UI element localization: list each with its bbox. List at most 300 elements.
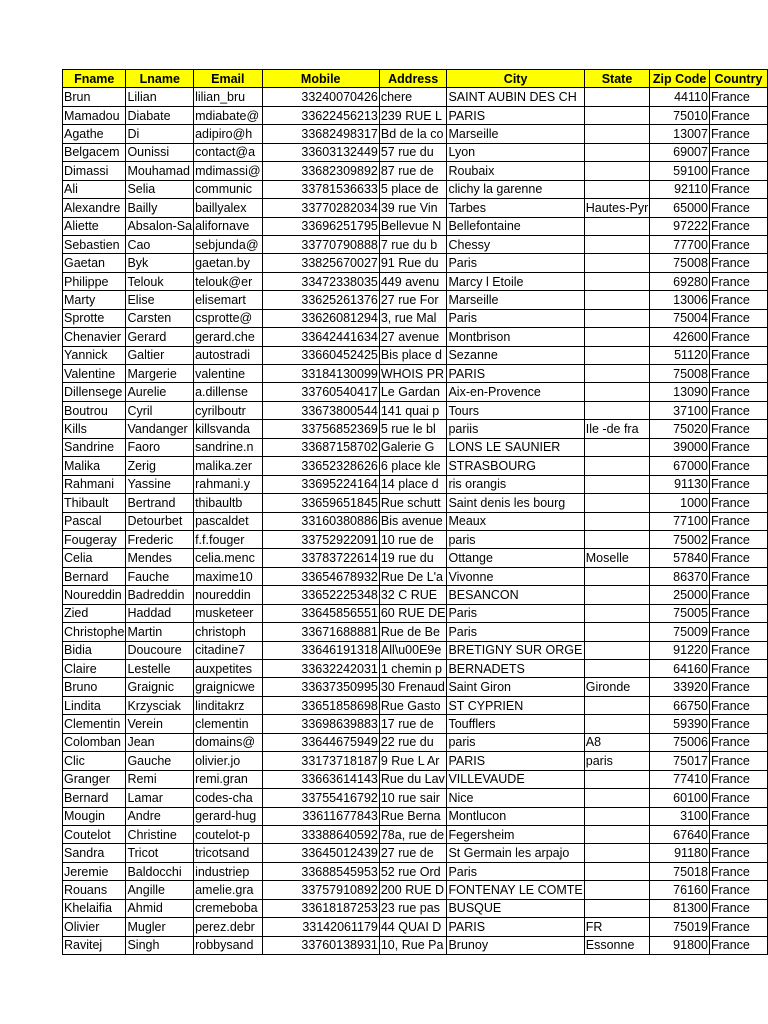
cell-address[interactable] xyxy=(379,162,447,180)
cell-address[interactable] xyxy=(379,512,447,530)
cell-email[interactable] xyxy=(194,217,262,235)
cell-address[interactable] xyxy=(379,549,447,567)
cell-address[interactable] xyxy=(379,328,447,346)
cell-fname[interactable] xyxy=(63,291,126,309)
cell-city[interactable] xyxy=(447,199,584,217)
cell-fname[interactable] xyxy=(63,641,126,659)
cell-state[interactable] xyxy=(584,881,650,899)
cell-country[interactable] xyxy=(709,696,767,714)
cell-email[interactable] xyxy=(194,309,262,327)
cell-address[interactable] xyxy=(379,678,447,696)
cell-email[interactable] xyxy=(194,567,262,585)
cell-city[interactable] xyxy=(447,696,584,714)
cell-zip-code[interactable] xyxy=(650,825,710,843)
cell-lname[interactable] xyxy=(126,586,194,604)
cell-mobile[interactable] xyxy=(262,346,379,364)
cell-mobile[interactable] xyxy=(262,180,379,198)
cell-zip-code[interactable] xyxy=(650,549,710,567)
cell-email[interactable] xyxy=(194,660,262,678)
cell-address[interactable] xyxy=(379,733,447,751)
cell-lname[interactable] xyxy=(126,789,194,807)
cell-mobile[interactable] xyxy=(262,328,379,346)
cell-mobile[interactable] xyxy=(262,844,379,862)
cell-zip-code[interactable] xyxy=(650,660,710,678)
cell-mobile[interactable] xyxy=(262,512,379,530)
cell-zip-code[interactable] xyxy=(650,309,710,327)
cell-zip-code[interactable] xyxy=(650,641,710,659)
cell-lname[interactable] xyxy=(126,825,194,843)
cell-zip-code[interactable] xyxy=(650,235,710,253)
cell-address[interactable] xyxy=(379,346,447,364)
cell-fname[interactable] xyxy=(63,88,126,106)
cell-city[interactable] xyxy=(447,365,584,383)
cell-zip-code[interactable] xyxy=(650,365,710,383)
cell-country[interactable] xyxy=(709,217,767,235)
cell-zip-code[interactable] xyxy=(650,180,710,198)
cell-mobile[interactable] xyxy=(262,586,379,604)
cell-fname[interactable] xyxy=(63,457,126,475)
cell-state[interactable] xyxy=(584,346,650,364)
cell-address[interactable] xyxy=(379,844,447,862)
cell-fname[interactable] xyxy=(63,235,126,253)
cell-fname[interactable] xyxy=(63,180,126,198)
header-city[interactable]: City xyxy=(447,70,584,88)
cell-zip-code[interactable] xyxy=(650,383,710,401)
cell-state[interactable] xyxy=(584,457,650,475)
cell-city[interactable] xyxy=(447,125,584,143)
cell-country[interactable] xyxy=(709,825,767,843)
cell-city[interactable] xyxy=(447,346,584,364)
cell-state[interactable] xyxy=(584,623,650,641)
cell-city[interactable] xyxy=(447,825,584,843)
cell-mobile[interactable] xyxy=(262,641,379,659)
cell-state[interactable] xyxy=(584,862,650,880)
cell-mobile[interactable] xyxy=(262,217,379,235)
cell-address[interactable] xyxy=(379,770,447,788)
cell-city[interactable] xyxy=(447,715,584,733)
cell-lname[interactable] xyxy=(126,88,194,106)
cell-zip-code[interactable] xyxy=(650,457,710,475)
cell-lname[interactable] xyxy=(126,420,194,438)
cell-email[interactable] xyxy=(194,235,262,253)
cell-fname[interactable] xyxy=(63,844,126,862)
cell-lname[interactable] xyxy=(126,438,194,456)
cell-lname[interactable] xyxy=(126,346,194,364)
cell-mobile[interactable] xyxy=(262,438,379,456)
cell-city[interactable] xyxy=(447,106,584,124)
cell-lname[interactable] xyxy=(126,180,194,198)
header-address[interactable]: Address xyxy=(379,70,447,88)
cell-mobile[interactable] xyxy=(262,162,379,180)
cell-city[interactable] xyxy=(447,272,584,290)
cell-address[interactable] xyxy=(379,291,447,309)
cell-city[interactable] xyxy=(447,494,584,512)
cell-city[interactable] xyxy=(447,789,584,807)
cell-state[interactable] xyxy=(584,844,650,862)
cell-mobile[interactable] xyxy=(262,235,379,253)
cell-address[interactable] xyxy=(379,383,447,401)
cell-city[interactable] xyxy=(447,770,584,788)
cell-email[interactable] xyxy=(194,106,262,124)
cell-fname[interactable] xyxy=(63,825,126,843)
cell-fname[interactable] xyxy=(63,678,126,696)
cell-address[interactable] xyxy=(379,309,447,327)
cell-email[interactable] xyxy=(194,162,262,180)
cell-zip-code[interactable] xyxy=(650,291,710,309)
cell-email[interactable] xyxy=(194,752,262,770)
cell-zip-code[interactable] xyxy=(650,770,710,788)
cell-fname[interactable] xyxy=(63,162,126,180)
cell-fname[interactable] xyxy=(63,936,126,954)
cell-mobile[interactable] xyxy=(262,678,379,696)
cell-city[interactable] xyxy=(447,309,584,327)
cell-zip-code[interactable] xyxy=(650,881,710,899)
cell-email[interactable] xyxy=(194,125,262,143)
cell-mobile[interactable] xyxy=(262,494,379,512)
cell-email[interactable] xyxy=(194,696,262,714)
cell-address[interactable] xyxy=(379,825,447,843)
cell-lname[interactable] xyxy=(126,365,194,383)
cell-zip-code[interactable] xyxy=(650,752,710,770)
cell-country[interactable] xyxy=(709,420,767,438)
cell-mobile[interactable] xyxy=(262,383,379,401)
cell-country[interactable] xyxy=(709,844,767,862)
cell-email[interactable] xyxy=(194,844,262,862)
cell-mobile[interactable] xyxy=(262,807,379,825)
cell-address[interactable] xyxy=(379,475,447,493)
cell-zip-code[interactable] xyxy=(650,604,710,622)
cell-country[interactable] xyxy=(709,660,767,678)
cell-address[interactable] xyxy=(379,88,447,106)
cell-email[interactable] xyxy=(194,549,262,567)
cell-fname[interactable] xyxy=(63,715,126,733)
cell-state[interactable] xyxy=(584,143,650,161)
cell-country[interactable] xyxy=(709,254,767,272)
cell-zip-code[interactable] xyxy=(650,401,710,419)
cell-lname[interactable] xyxy=(126,125,194,143)
cell-lname[interactable] xyxy=(126,604,194,622)
cell-country[interactable] xyxy=(709,125,767,143)
cell-country[interactable] xyxy=(709,530,767,548)
cell-city[interactable] xyxy=(447,328,584,346)
cell-address[interactable] xyxy=(379,457,447,475)
cell-lname[interactable] xyxy=(126,254,194,272)
cell-lname[interactable] xyxy=(126,217,194,235)
cell-state[interactable] xyxy=(584,401,650,419)
cell-country[interactable] xyxy=(709,457,767,475)
cell-city[interactable] xyxy=(447,143,584,161)
cell-address[interactable] xyxy=(379,235,447,253)
cell-email[interactable] xyxy=(194,401,262,419)
cell-zip-code[interactable] xyxy=(650,162,710,180)
cell-address[interactable] xyxy=(379,881,447,899)
cell-email[interactable] xyxy=(194,918,262,936)
cell-mobile[interactable] xyxy=(262,604,379,622)
cell-email[interactable] xyxy=(194,530,262,548)
cell-address[interactable] xyxy=(379,438,447,456)
cell-fname[interactable] xyxy=(63,494,126,512)
cell-city[interactable] xyxy=(447,457,584,475)
cell-state[interactable] xyxy=(584,733,650,751)
cell-lname[interactable] xyxy=(126,309,194,327)
cell-mobile[interactable] xyxy=(262,475,379,493)
cell-country[interactable] xyxy=(709,106,767,124)
cell-zip-code[interactable] xyxy=(650,807,710,825)
cell-fname[interactable] xyxy=(63,383,126,401)
cell-email[interactable] xyxy=(194,346,262,364)
cell-lname[interactable] xyxy=(126,641,194,659)
cell-fname[interactable] xyxy=(63,881,126,899)
cell-lname[interactable] xyxy=(126,235,194,253)
cell-address[interactable] xyxy=(379,180,447,198)
cell-city[interactable] xyxy=(447,678,584,696)
cell-zip-code[interactable] xyxy=(650,512,710,530)
cell-address[interactable] xyxy=(379,143,447,161)
cell-city[interactable] xyxy=(447,918,584,936)
cell-state[interactable] xyxy=(584,660,650,678)
cell-city[interactable] xyxy=(447,660,584,678)
cell-country[interactable] xyxy=(709,438,767,456)
cell-lname[interactable] xyxy=(126,328,194,346)
cell-country[interactable] xyxy=(709,475,767,493)
cell-mobile[interactable] xyxy=(262,862,379,880)
cell-email[interactable] xyxy=(194,180,262,198)
cell-mobile[interactable] xyxy=(262,936,379,954)
cell-fname[interactable] xyxy=(63,862,126,880)
cell-state[interactable] xyxy=(584,309,650,327)
cell-city[interactable] xyxy=(447,586,584,604)
cell-zip-code[interactable] xyxy=(650,936,710,954)
cell-mobile[interactable] xyxy=(262,125,379,143)
cell-address[interactable] xyxy=(379,106,447,124)
cell-email[interactable] xyxy=(194,604,262,622)
cell-fname[interactable] xyxy=(63,217,126,235)
cell-city[interactable] xyxy=(447,254,584,272)
cell-zip-code[interactable] xyxy=(650,733,710,751)
cell-mobile[interactable] xyxy=(262,715,379,733)
cell-email[interactable] xyxy=(194,862,262,880)
cell-state[interactable] xyxy=(584,125,650,143)
cell-zip-code[interactable] xyxy=(650,844,710,862)
cell-state[interactable] xyxy=(584,936,650,954)
cell-country[interactable] xyxy=(709,604,767,622)
cell-fname[interactable] xyxy=(63,475,126,493)
cell-fname[interactable] xyxy=(63,752,126,770)
cell-country[interactable] xyxy=(709,346,767,364)
cell-fname[interactable] xyxy=(63,254,126,272)
cell-city[interactable] xyxy=(447,549,584,567)
cell-email[interactable] xyxy=(194,494,262,512)
cell-country[interactable] xyxy=(709,328,767,346)
cell-email[interactable] xyxy=(194,457,262,475)
cell-mobile[interactable] xyxy=(262,899,379,917)
cell-state[interactable] xyxy=(584,789,650,807)
cell-email[interactable] xyxy=(194,733,262,751)
cell-state[interactable] xyxy=(584,217,650,235)
cell-state[interactable] xyxy=(584,899,650,917)
cell-mobile[interactable] xyxy=(262,696,379,714)
cell-country[interactable] xyxy=(709,586,767,604)
cell-city[interactable] xyxy=(447,567,584,585)
cell-state[interactable] xyxy=(584,88,650,106)
cell-lname[interactable] xyxy=(126,291,194,309)
cell-city[interactable] xyxy=(447,438,584,456)
cell-mobile[interactable] xyxy=(262,106,379,124)
cell-city[interactable] xyxy=(447,807,584,825)
cell-mobile[interactable] xyxy=(262,825,379,843)
cell-address[interactable] xyxy=(379,641,447,659)
cell-country[interactable] xyxy=(709,678,767,696)
cell-country[interactable] xyxy=(709,162,767,180)
cell-state[interactable] xyxy=(584,715,650,733)
cell-mobile[interactable] xyxy=(262,272,379,290)
cell-zip-code[interactable] xyxy=(650,678,710,696)
cell-mobile[interactable] xyxy=(262,770,379,788)
cell-email[interactable] xyxy=(194,715,262,733)
cell-fname[interactable] xyxy=(63,438,126,456)
cell-mobile[interactable] xyxy=(262,752,379,770)
cell-state[interactable] xyxy=(584,365,650,383)
cell-lname[interactable] xyxy=(126,567,194,585)
cell-lname[interactable] xyxy=(126,272,194,290)
cell-state[interactable] xyxy=(584,475,650,493)
cell-lname[interactable] xyxy=(126,733,194,751)
cell-mobile[interactable] xyxy=(262,143,379,161)
cell-zip-code[interactable] xyxy=(650,918,710,936)
cell-address[interactable] xyxy=(379,494,447,512)
cell-lname[interactable] xyxy=(126,807,194,825)
cell-fname[interactable] xyxy=(63,309,126,327)
cell-state[interactable] xyxy=(584,586,650,604)
header-email[interactable]: Email xyxy=(194,70,262,88)
cell-fname[interactable] xyxy=(63,789,126,807)
cell-fname[interactable] xyxy=(63,143,126,161)
cell-state[interactable] xyxy=(584,567,650,585)
cell-country[interactable] xyxy=(709,365,767,383)
cell-email[interactable] xyxy=(194,475,262,493)
cell-mobile[interactable] xyxy=(262,881,379,899)
cell-address[interactable] xyxy=(379,752,447,770)
cell-email[interactable] xyxy=(194,88,262,106)
cell-mobile[interactable] xyxy=(262,420,379,438)
cell-state[interactable] xyxy=(584,678,650,696)
cell-state[interactable] xyxy=(584,696,650,714)
cell-country[interactable] xyxy=(709,918,767,936)
cell-fname[interactable] xyxy=(63,660,126,678)
cell-email[interactable] xyxy=(194,143,262,161)
cell-country[interactable] xyxy=(709,143,767,161)
header-lname[interactable]: Lname xyxy=(126,70,194,88)
cell-lname[interactable] xyxy=(126,899,194,917)
cell-country[interactable] xyxy=(709,235,767,253)
cell-email[interactable] xyxy=(194,586,262,604)
cell-city[interactable] xyxy=(447,291,584,309)
cell-city[interactable] xyxy=(447,844,584,862)
cell-fname[interactable] xyxy=(63,549,126,567)
cell-country[interactable] xyxy=(709,309,767,327)
cell-mobile[interactable] xyxy=(262,401,379,419)
cell-fname[interactable] xyxy=(63,770,126,788)
cell-lname[interactable] xyxy=(126,549,194,567)
cell-fname[interactable] xyxy=(63,125,126,143)
cell-zip-code[interactable] xyxy=(650,530,710,548)
cell-state[interactable] xyxy=(584,494,650,512)
cell-state[interactable] xyxy=(584,199,650,217)
cell-zip-code[interactable] xyxy=(650,143,710,161)
cell-email[interactable] xyxy=(194,825,262,843)
cell-email[interactable] xyxy=(194,328,262,346)
cell-country[interactable] xyxy=(709,512,767,530)
cell-fname[interactable] xyxy=(63,512,126,530)
cell-zip-code[interactable] xyxy=(650,420,710,438)
cell-fname[interactable] xyxy=(63,918,126,936)
cell-country[interactable] xyxy=(709,862,767,880)
cell-country[interactable] xyxy=(709,623,767,641)
cell-country[interactable] xyxy=(709,549,767,567)
cell-mobile[interactable] xyxy=(262,254,379,272)
cell-lname[interactable] xyxy=(126,678,194,696)
cell-lname[interactable] xyxy=(126,770,194,788)
cell-state[interactable] xyxy=(584,770,650,788)
cell-city[interactable] xyxy=(447,401,584,419)
cell-address[interactable] xyxy=(379,899,447,917)
cell-lname[interactable] xyxy=(126,143,194,161)
cell-email[interactable] xyxy=(194,365,262,383)
cell-zip-code[interactable] xyxy=(650,696,710,714)
cell-lname[interactable] xyxy=(126,106,194,124)
cell-city[interactable] xyxy=(447,881,584,899)
cell-email[interactable] xyxy=(194,899,262,917)
cell-fname[interactable] xyxy=(63,623,126,641)
cell-lname[interactable] xyxy=(126,918,194,936)
cell-fname[interactable] xyxy=(63,586,126,604)
cell-mobile[interactable] xyxy=(262,733,379,751)
cell-state[interactable] xyxy=(584,918,650,936)
header-country[interactable]: Country xyxy=(709,70,767,88)
cell-city[interactable] xyxy=(447,862,584,880)
cell-email[interactable] xyxy=(194,254,262,272)
cell-city[interactable] xyxy=(447,530,584,548)
cell-zip-code[interactable] xyxy=(650,328,710,346)
cell-address[interactable] xyxy=(379,660,447,678)
cell-zip-code[interactable] xyxy=(650,88,710,106)
cell-email[interactable] xyxy=(194,881,262,899)
cell-email[interactable] xyxy=(194,936,262,954)
cell-country[interactable] xyxy=(709,401,767,419)
cell-mobile[interactable] xyxy=(262,199,379,217)
cell-zip-code[interactable] xyxy=(650,475,710,493)
cell-fname[interactable] xyxy=(63,106,126,124)
cell-zip-code[interactable] xyxy=(650,623,710,641)
cell-state[interactable] xyxy=(584,162,650,180)
cell-country[interactable] xyxy=(709,789,767,807)
cell-state[interactable] xyxy=(584,530,650,548)
cell-fname[interactable] xyxy=(63,365,126,383)
cell-lname[interactable] xyxy=(126,844,194,862)
cell-fname[interactable] xyxy=(63,604,126,622)
cell-lname[interactable] xyxy=(126,660,194,678)
cell-state[interactable] xyxy=(584,235,650,253)
cell-mobile[interactable] xyxy=(262,291,379,309)
header-state[interactable]: State xyxy=(584,70,650,88)
cell-email[interactable] xyxy=(194,383,262,401)
cell-state[interactable] xyxy=(584,825,650,843)
cell-mobile[interactable] xyxy=(262,365,379,383)
cell-state[interactable] xyxy=(584,272,650,290)
cell-country[interactable] xyxy=(709,899,767,917)
cell-lname[interactable] xyxy=(126,162,194,180)
cell-email[interactable] xyxy=(194,199,262,217)
